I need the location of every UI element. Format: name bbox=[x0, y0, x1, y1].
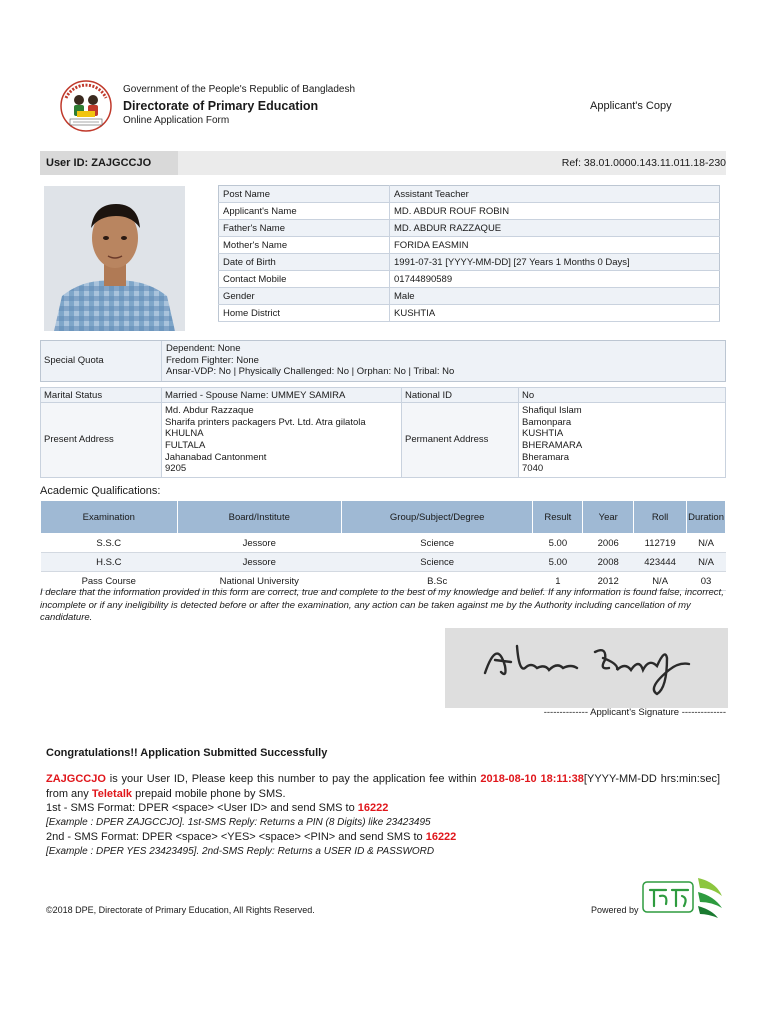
table-row bbox=[41, 403, 726, 478]
table-row bbox=[219, 237, 720, 254]
table-cell: 2012 bbox=[583, 572, 634, 591]
sms-example-2: [Example : DPER YES 23423495]. 2nd-SMS Reply: Returns a USER ID & PASSWORD bbox=[46, 845, 435, 857]
mobile-value: 01744890589 bbox=[390, 271, 720, 288]
dpe-logo bbox=[60, 80, 112, 132]
table-row bbox=[219, 220, 720, 237]
special-quota-label: Special Quota bbox=[44, 355, 104, 366]
permanent-address-value bbox=[519, 403, 726, 478]
deadline-highlight: 2018-08-10 18:11:38 bbox=[480, 773, 584, 785]
special-quota-value bbox=[166, 343, 454, 378]
marital-status-value: Married - Spouse Name: UMMEY SAMIRA bbox=[162, 388, 402, 403]
father-name-value: MD. ABDUR RAZZAQUE bbox=[390, 220, 720, 237]
mother-name-label: Mother's Name bbox=[219, 237, 390, 254]
teletalk-highlight: Teletalk bbox=[91, 787, 133, 800]
personal-details-table bbox=[40, 387, 726, 478]
copyright-text: ©2018 DPE, Directorate of Primary Education, All Rights Reserved. bbox=[46, 905, 315, 915]
table-cell: 423444 bbox=[634, 553, 687, 572]
home-district-value: KUSHTIA bbox=[390, 305, 720, 322]
table-row bbox=[219, 271, 720, 288]
address-line: KUSHTIA bbox=[522, 428, 564, 440]
address-line: FULTALA bbox=[165, 440, 206, 451]
address-line: Sharifa printers packagers Pvt. Ltd. Atra gilatola bbox=[165, 416, 366, 428]
instructions-block bbox=[46, 772, 720, 859]
address-line: BHERAMARA bbox=[522, 440, 583, 451]
address-line: Jahanabad Cantonment bbox=[165, 451, 267, 463]
instructions-text: [YYYY-MM-DD hrs:min:sec] from any bbox=[46, 773, 720, 800]
applicant-info-table bbox=[218, 185, 720, 322]
table-cell: 112719 bbox=[634, 534, 687, 553]
dob-value: 1991-07-31 [YYYY-MM-DD] [27 Years 1 Months 0 Days] bbox=[390, 254, 720, 271]
powered-by-label: Powered by bbox=[591, 905, 639, 915]
copy-label: Applicant's Copy bbox=[590, 100, 672, 112]
column-header: Roll bbox=[634, 501, 687, 534]
quota-line: Dependent: None bbox=[166, 343, 241, 354]
government-title: Government of the People's Republic of Bangladesh bbox=[123, 84, 356, 95]
table-header-row bbox=[41, 501, 726, 534]
user-id: User ID: ZAJGCCJO bbox=[40, 151, 178, 175]
father-name-label: Father's Name bbox=[219, 220, 390, 237]
table-row bbox=[219, 186, 720, 203]
table-cell: N/A bbox=[687, 553, 726, 572]
sms-example-1: [Example : DPER ZAJGCCJO]. 1st-SMS Reply: Returns a PIN (8 Digits) like 23423495 bbox=[46, 816, 431, 828]
national-id-value: No bbox=[519, 388, 726, 403]
national-id-label: National ID bbox=[402, 388, 519, 403]
success-heading: Congratulations!! Application Submitted Successfully bbox=[46, 747, 328, 759]
marital-status-label: Marital Status bbox=[41, 388, 162, 403]
table-row bbox=[219, 288, 720, 305]
table-row bbox=[41, 388, 726, 403]
signature-image bbox=[445, 628, 728, 708]
present-address-value bbox=[162, 403, 402, 478]
gender-label: Gender bbox=[219, 288, 390, 305]
quota-line: Ansar-VDP: No | Physically Challenged: No | Orphan: No | Tribal: No bbox=[166, 366, 455, 377]
permanent-address-label: Permanent Address bbox=[402, 403, 519, 478]
column-header: Board/Institute bbox=[177, 501, 341, 534]
teletalk-logo bbox=[642, 874, 726, 920]
table-cell: N/A bbox=[687, 534, 726, 553]
table-cell: Jessore bbox=[177, 553, 341, 572]
present-address-label: Present Address bbox=[41, 403, 162, 478]
column-header: Result bbox=[533, 501, 583, 534]
table-cell: 2008 bbox=[583, 553, 634, 572]
table-cell: Jessore bbox=[177, 534, 341, 553]
table-cell: Science bbox=[341, 553, 532, 572]
table-cell: Science bbox=[341, 534, 532, 553]
post-name-label: Post Name bbox=[219, 186, 390, 203]
instructions-paragraph bbox=[46, 772, 720, 801]
instructions-text: prepaid mobile phone by SMS. bbox=[132, 787, 286, 800]
quota-line: Fredom Fighter: None bbox=[166, 354, 259, 366]
mobile-label: Contact Mobile bbox=[219, 271, 390, 288]
instructions-text: is your User ID, Please keep this number to pay the application fee within bbox=[105, 773, 481, 785]
applicant-photo bbox=[44, 186, 185, 331]
address-line: 7040 bbox=[522, 463, 544, 475]
sms-format-text: 1st - SMS Format: DPER <space> <User ID> and send SMS to bbox=[46, 802, 358, 814]
dob-label: Date of Birth bbox=[219, 254, 390, 271]
home-district-label: Home District bbox=[219, 305, 390, 322]
table-row bbox=[219, 254, 720, 271]
column-header: Examination bbox=[41, 501, 178, 534]
address-line: Shafiqul Islam bbox=[522, 404, 582, 416]
table-cell: 03 bbox=[687, 572, 726, 591]
column-header: Group/Subject/Degree bbox=[341, 501, 532, 534]
sms-number: 16222 bbox=[357, 802, 389, 814]
table-cell: N/A bbox=[634, 572, 687, 591]
applicant-name-label: Applicant's Name bbox=[219, 203, 390, 220]
table-cell: H.S.C bbox=[41, 553, 178, 572]
table-row bbox=[219, 305, 720, 322]
gender-value: Male bbox=[390, 288, 720, 305]
form-subtitle: Online Application Form bbox=[123, 115, 230, 126]
table-cell: B.Sc bbox=[341, 572, 532, 591]
table-cell: 5.00 bbox=[533, 553, 583, 572]
address-line: KHULNA bbox=[165, 428, 204, 440]
sms-number: 16222 bbox=[425, 831, 457, 843]
table-row bbox=[219, 203, 720, 220]
table-cell: 5.00 bbox=[533, 534, 583, 553]
sms-format-text: 2nd - SMS Format: DPER <space> <YES> <space> <PIN> and send SMS to bbox=[46, 831, 426, 843]
academic-title: Academic Qualifications: bbox=[40, 485, 161, 497]
table-row bbox=[41, 553, 726, 572]
address-line: 9205 bbox=[165, 463, 187, 475]
signature-caption: -------------- Applicant's Signature -------------- bbox=[543, 707, 726, 718]
applicant-name-value: MD. ABDUR ROUF ROBIN bbox=[390, 203, 720, 220]
special-quota-row bbox=[40, 340, 726, 382]
address-line: Md. Abdur Razzaque bbox=[165, 404, 254, 416]
sms-step-1 bbox=[46, 801, 720, 816]
table-row bbox=[41, 534, 726, 553]
table-cell: Pass Course bbox=[41, 572, 178, 591]
reference-number: Ref: 38.01.0000.143.11.011.18-230 bbox=[561, 157, 726, 169]
user-id-highlight: ZAJGCCJO bbox=[46, 773, 106, 785]
table-cell: S.S.C bbox=[41, 534, 178, 553]
table-cell: 1 bbox=[533, 572, 583, 591]
address-line: Bheramara bbox=[522, 451, 569, 463]
academic-table bbox=[40, 500, 726, 591]
sms-step-2 bbox=[46, 830, 720, 845]
declaration-text: I declare that the information provided in this form are correct, true and complete to the best of my knowledge and belief. If any information is found false, incorrect, incomplete or if any ineligibility is detected before or after the examination, any action can be taken against me by the Authority including cancellation of my candidature. bbox=[40, 587, 724, 623]
address-line: Bamonpara bbox=[522, 416, 572, 428]
table-cell: National University bbox=[177, 572, 341, 591]
column-header: Year bbox=[583, 501, 634, 534]
post-name-value: Assistant Teacher bbox=[390, 186, 720, 203]
table-cell: 2006 bbox=[583, 534, 634, 553]
mother-name-value: FORIDA EASMIN bbox=[390, 237, 720, 254]
divider bbox=[161, 341, 162, 381]
column-header: Duration bbox=[687, 501, 726, 534]
directorate-title: Directorate of Primary Education bbox=[123, 99, 319, 113]
